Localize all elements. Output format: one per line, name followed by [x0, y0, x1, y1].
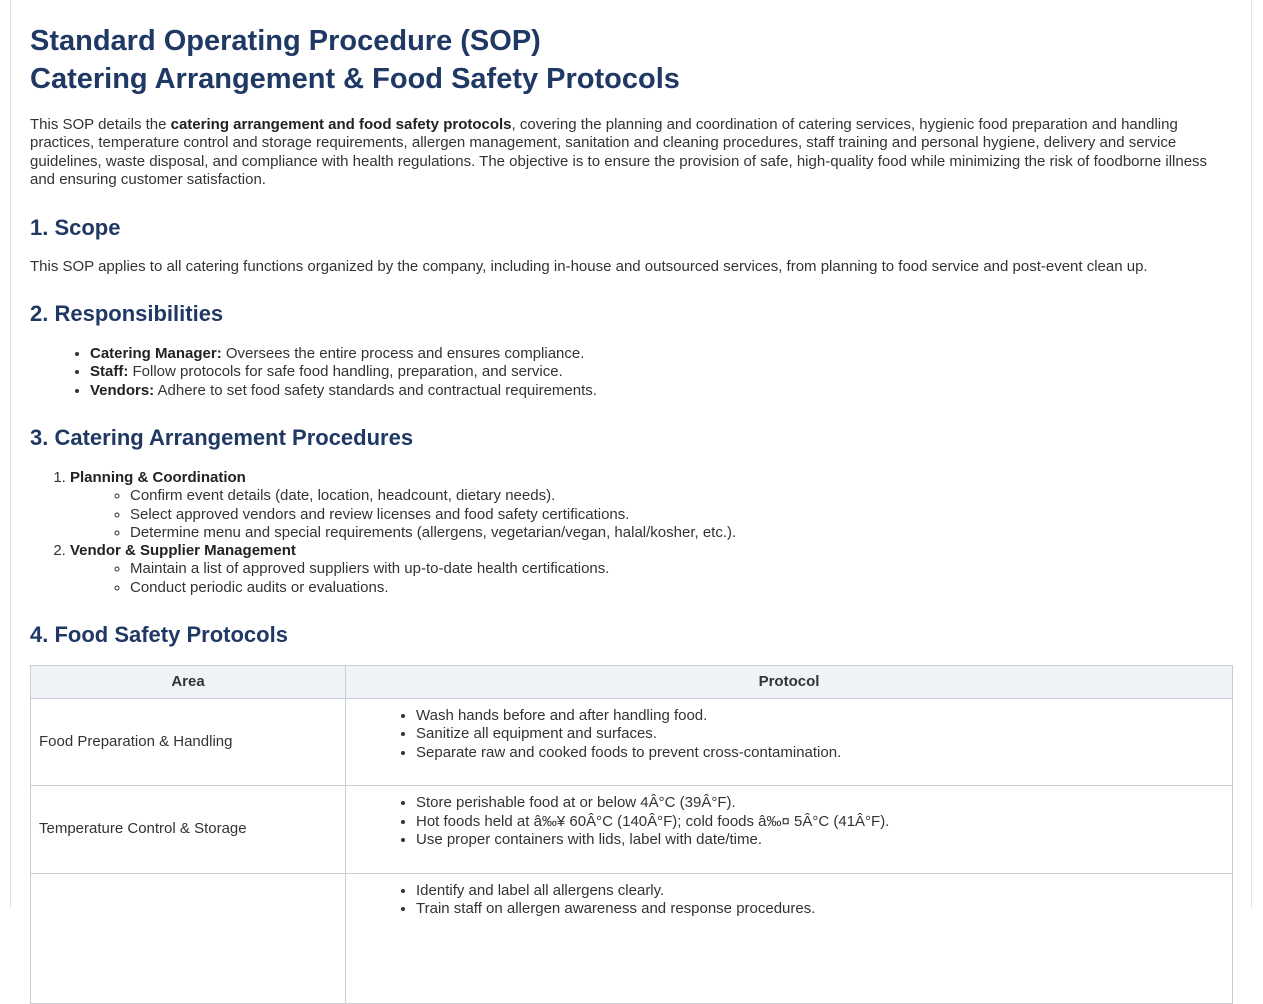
list-item: [90, 382, 1233, 400]
procedure-step-title: Vendor & Supplier Management: [70, 542, 296, 559]
responsibilities-list: [30, 345, 1233, 400]
document-title-line1: Standard Operating Procedure (SOP): [30, 25, 541, 57]
procedure-step-title: Planning & Coordination: [70, 469, 246, 486]
section-heading-food-safety: 4. Food Safety Protocols: [30, 622, 1233, 648]
area-cell: Temperature Control & Storage: [31, 785, 346, 873]
responsibility-role: Vendors:: [90, 382, 154, 399]
sop-document: [30, 0, 1233, 1004]
scope-paragraph: This SOP applies to all catering functions organized by the company, including in-house and outsourced services, from planning to food service and post-event clean up.: [30, 258, 1233, 276]
list-item: ◦ Select approved vendors and review licenses and food safety certifications.: [130, 506, 1233, 524]
responsibility-role: Catering Manager:: [90, 345, 222, 362]
procedure-substeps: [70, 487, 1233, 542]
list-item: • Wash hands before and after handling food.: [416, 707, 1224, 725]
table-row: [31, 699, 1233, 786]
list-item: [70, 469, 1233, 542]
page-edge-line-left: [10, 0, 11, 908]
table-row: [31, 785, 1233, 873]
intro-paragraph: [30, 116, 1233, 190]
responsibility-text: Oversees the entire process and ensures compliance.: [222, 345, 585, 362]
list-item: ◦ Maintain a list of approved suppliers with up-to-date health certifications.: [130, 560, 1233, 578]
responsibility-text: Adhere to set food safety standards and contractual requirements.: [154, 382, 597, 399]
list-item: • Identify and label all allergens clearly.: [416, 882, 1224, 900]
intro-suffix: , covering the planning and coordination of catering services, hygienic food preparation and handling practices, temperature control and storage requirements, allergen management, sanitation and cleaning procedures, staff training and personal hygiene, delivery and service guidelines, waste disposal, and compliance with health regulations. The objective is to ensure the provision of safe, high-quality food while minimizing the risk of foodborne illness and ensuring customer satisfaction.: [30, 116, 1207, 188]
procedures-list: [30, 469, 1233, 597]
protocol-cell: [346, 785, 1233, 873]
list-item: • Store perishable food at or below 4Â°C (39Â°F).: [416, 794, 1224, 812]
column-header-area: Area: [31, 666, 346, 699]
list-item: • Separate raw and cooked foods to prevent cross-contamination.: [416, 744, 1224, 762]
procedure-substeps: [70, 560, 1233, 597]
section-heading-procedures: 3. Catering Arrangement Procedures: [30, 425, 1233, 451]
area-cell: Food Preparation & Handling: [31, 699, 346, 786]
list-item: ◦ Determine menu and special requirements (allergens, vegetarian/vegan, halal/kosher, etc.).: [130, 524, 1233, 542]
protocol-cell: [346, 699, 1233, 786]
responsibility-role: Staff:: [90, 363, 128, 380]
table-header-row: [31, 666, 1233, 699]
document-title-line2: Catering Arrangement & Food Safety Protocols: [30, 63, 680, 95]
list-item: • Train staff on allergen awareness and response procedures.: [416, 900, 1224, 918]
list-item: [90, 363, 1233, 381]
food-safety-protocols-table: [30, 665, 1233, 1004]
intro-bold-phrase: catering arrangement and food safety protocols: [171, 116, 512, 133]
protocol-bullet-list: [354, 794, 1224, 849]
page-edge-line-right: [1251, 0, 1252, 908]
document-title: [30, 22, 1233, 98]
column-header-protocol: Protocol: [346, 666, 1233, 699]
table-row: [31, 873, 1233, 1003]
protocol-bullet-list: [354, 882, 1224, 919]
list-item: ◦ Confirm event details (date, location, headcount, dietary needs).: [130, 487, 1233, 505]
list-item: [90, 345, 1233, 363]
area-cell: [31, 873, 346, 1003]
section-heading-responsibilities: 2. Responsibilities: [30, 301, 1233, 327]
list-item: • Hot foods held at â‰¥ 60Â°C (140Â°F); cold foods â‰¤ 5Â°C (41Â°F).: [416, 813, 1224, 831]
responsibility-text: Follow protocols for safe food handling, preparation, and service.: [128, 363, 562, 380]
intro-prefix: This SOP details the: [30, 116, 171, 133]
section-heading-scope: 1. Scope: [30, 215, 1233, 241]
list-item: [70, 542, 1233, 597]
protocol-bullet-list: [354, 707, 1224, 762]
list-item: • Sanitize all equipment and surfaces.: [416, 725, 1224, 743]
protocol-cell: [346, 873, 1233, 1003]
list-item: ◦ Conduct periodic audits or evaluations.: [130, 579, 1233, 597]
list-item: • Use proper containers with lids, label with date/time.: [416, 831, 1224, 849]
